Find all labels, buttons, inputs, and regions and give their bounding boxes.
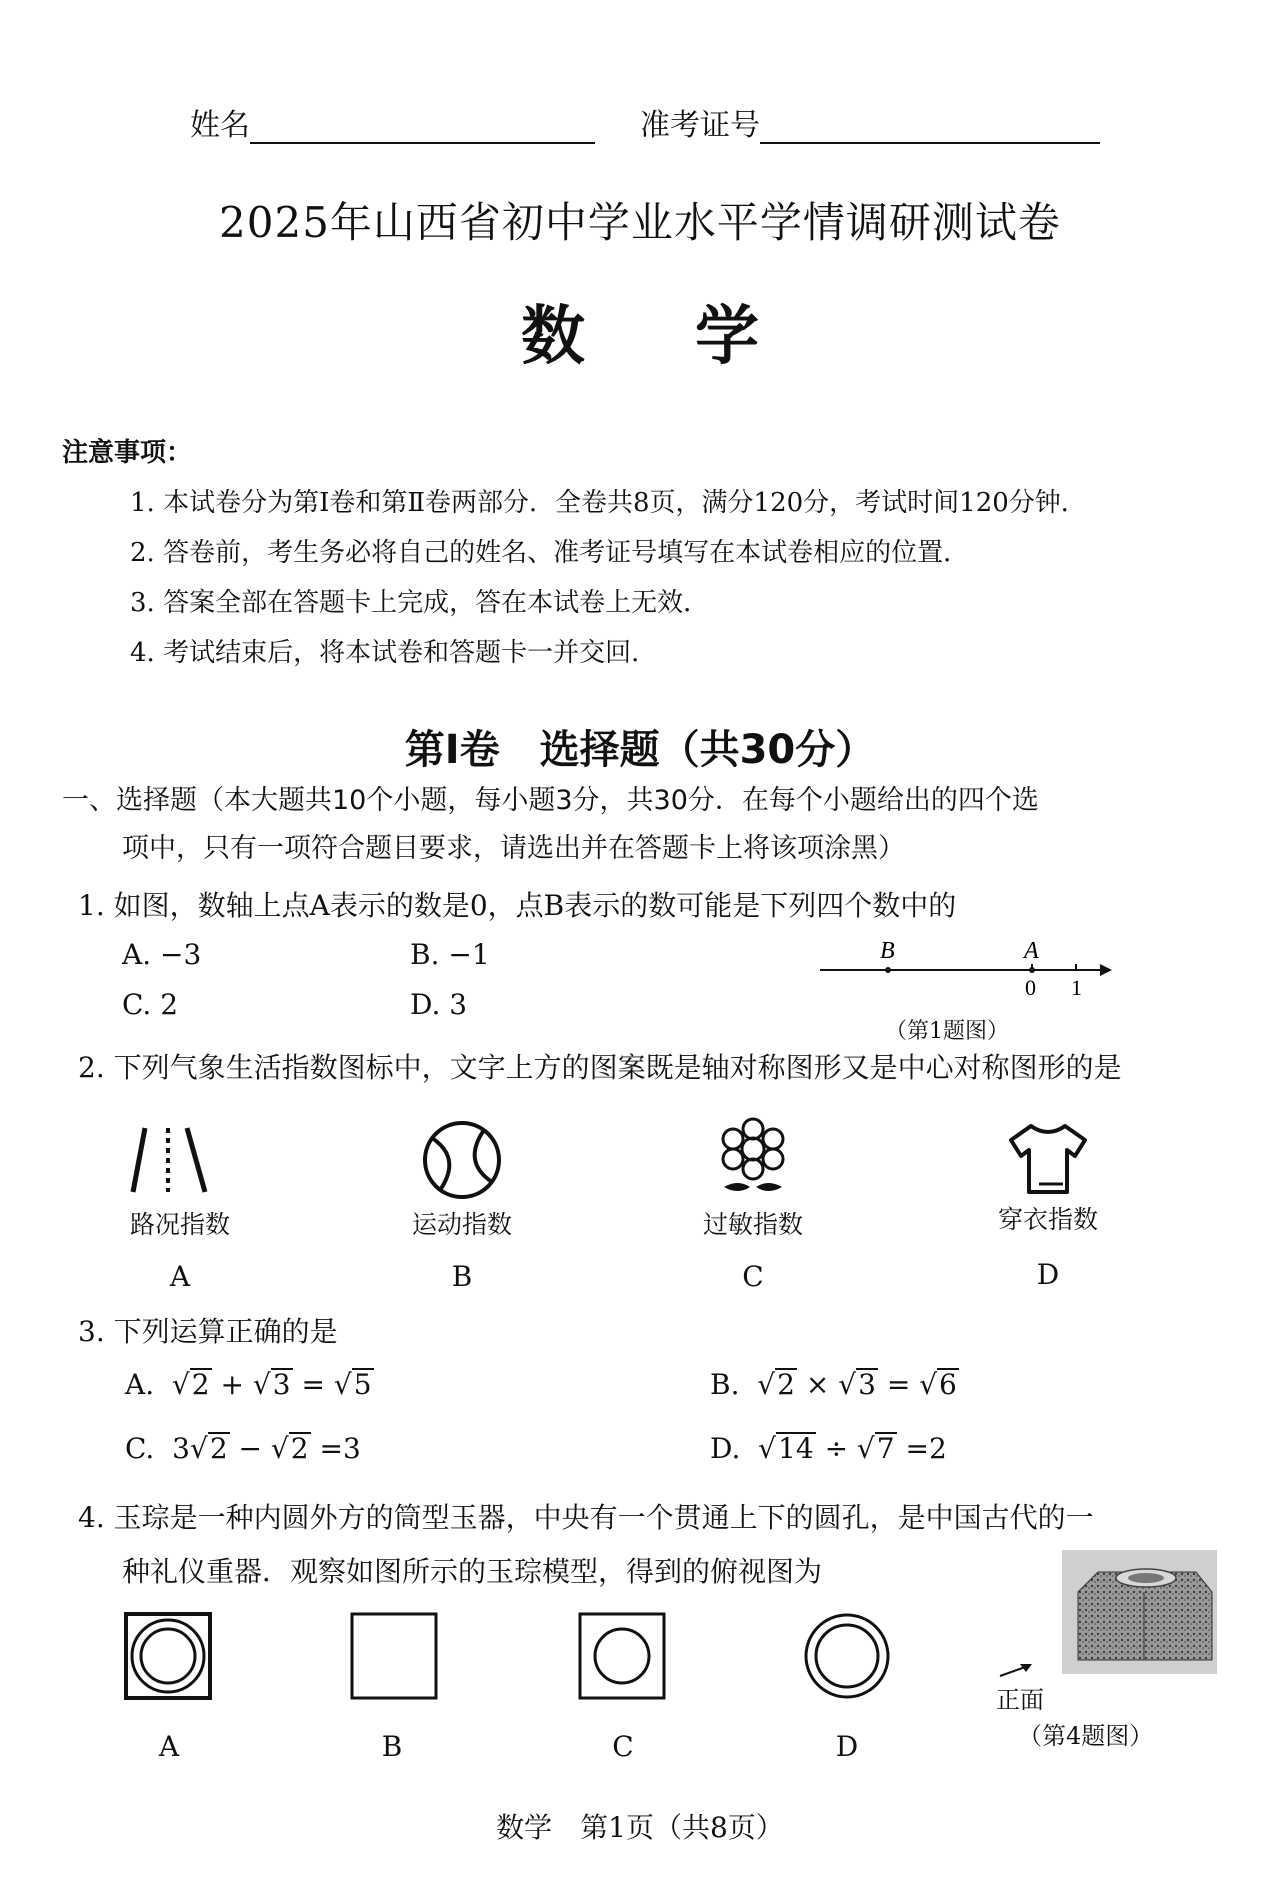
q3-a-radicand-1: 2 xyxy=(191,1368,210,1401)
notice-item-1: 1. 本试卷分为第Ⅰ卷和第Ⅱ卷两部分．全卷共8页，满分120分，考试时间120分钟． xyxy=(130,488,1087,518)
q1-option-d: D. 3 xyxy=(410,988,468,1021)
q3-d-eq: =2 xyxy=(905,1432,947,1465)
q1-option-b: B. −1 xyxy=(410,938,490,971)
icon-label-b: 运动指数 xyxy=(411,1210,512,1239)
name-field xyxy=(190,100,595,144)
q3-c-radicand-1: 2 xyxy=(209,1432,228,1465)
icon-letter-c: C xyxy=(742,1260,764,1293)
section-instruction-1: 一、选择题（本大题共10个小题，每小题3分，共30分．在每个小题给出的四个选 xyxy=(62,785,1039,816)
q4-letter-c: C xyxy=(612,1730,634,1763)
q4-letter-d: D xyxy=(835,1730,859,1763)
q3-b-radicand-3: 6 xyxy=(939,1368,957,1401)
q3-d-radicand-1: 14 xyxy=(778,1432,814,1465)
q3-d-radicand-2: 7 xyxy=(876,1432,895,1465)
notice-item-4: 4. 考试结束后，将本试卷和答题卡一并交回． xyxy=(130,638,658,668)
shirt-icon xyxy=(1005,1120,1090,1200)
jade-cong-photo-icon xyxy=(1000,1548,1220,1678)
label-point-a: A xyxy=(1024,938,1039,964)
q4-letter-a: A xyxy=(158,1730,180,1763)
q3-option-d: D. √14 ÷ √7 =2 xyxy=(710,1432,947,1465)
id-blank xyxy=(760,112,1100,144)
q1-stem: 1. 如图，数轴上点A表示的数是0，点B表示的数可能是下列四个数中的 xyxy=(78,889,957,922)
icon-label-c: 过敏指数 xyxy=(702,1210,803,1239)
q3-a-label: A. xyxy=(125,1368,155,1401)
icon-letter-d: D xyxy=(1036,1258,1060,1291)
q3-d-op: ÷ xyxy=(824,1432,849,1465)
q3-c-label: C. xyxy=(125,1432,155,1465)
id-field xyxy=(640,100,1100,144)
number-line-arrow xyxy=(1100,964,1112,976)
q3-c-eq: =3 xyxy=(319,1432,361,1465)
q3-b-radicand-1: 2 xyxy=(777,1368,795,1401)
number-line-figure xyxy=(820,940,1120,1010)
q3-c-coef: 3 xyxy=(172,1432,190,1465)
q3-b-label: B. xyxy=(710,1368,740,1401)
q3-d-label: D. xyxy=(710,1432,741,1465)
q3-a-radicand-3: 5 xyxy=(353,1368,372,1401)
icon-letter-b: B xyxy=(451,1260,473,1293)
q1-option-a: A. −3 xyxy=(122,938,202,971)
q3-b-op: × xyxy=(805,1368,830,1401)
section-title: 第Ⅰ卷 选择题（共30分） xyxy=(404,727,876,773)
subject-title: 数学 xyxy=(521,300,869,374)
section-instruction-2: 项中，只有一项符合题目要求，请选出并在答题卡上将该项涂黑） xyxy=(122,833,905,864)
id-label: 准考证号 xyxy=(640,108,760,143)
icon-label-d: 穿衣指数 xyxy=(997,1205,1098,1234)
q2-stem: 2. 下列气象生活指数图标中，文字上方的图案既是轴对称图形又是中心对称图形的是 xyxy=(78,1051,1122,1084)
q3-a-eq: = xyxy=(301,1368,325,1401)
q4-stem-2: 种礼仪重器．观察如图所示的玉琮模型，得到的俯视图为 xyxy=(122,1555,823,1588)
q3-b-radicand-2: 3 xyxy=(858,1368,876,1401)
notice-item-3: 3. 答案全部在答题卡上完成，答在本试卷上无效． xyxy=(130,588,710,618)
q4-letter-b: B xyxy=(381,1730,403,1763)
q3-b-eq: = xyxy=(886,1368,911,1401)
top-view-d-icon xyxy=(803,1612,893,1702)
page-footer: 数学 第1页（共8页） xyxy=(496,1811,784,1844)
q3-option-a: A. √2 + √3 = √5 xyxy=(125,1368,372,1401)
q3-c-radicand-2: 2 xyxy=(290,1432,309,1465)
point-b-dot xyxy=(885,967,891,973)
notice-item-2: 2. 答卷前，考生务必将自己的姓名、准考证号填写在本试卷相应的位置． xyxy=(130,538,970,568)
notice-heading: 注意事项： xyxy=(62,438,193,468)
label-tick-1: 1 xyxy=(1071,975,1082,1000)
q3-stem: 3. 下列运算正确的是 xyxy=(78,1315,338,1348)
name-label: 姓名 xyxy=(190,108,250,143)
q3-option-b: B. √2 × √3 = √6 xyxy=(710,1368,957,1401)
q3-a-radicand-2: 3 xyxy=(272,1368,291,1401)
label-point-b: B xyxy=(880,938,895,964)
q3-a-op: + xyxy=(220,1368,244,1401)
road-icon xyxy=(125,1120,215,1200)
name-blank xyxy=(250,112,595,144)
top-view-a-icon xyxy=(124,1612,214,1702)
q3-option-c: C. 3√2 − √2 =3 xyxy=(125,1432,361,1465)
q4-stem-1: 4. 玉琮是一种内圆外方的筒型玉器，中央有一个贯通上下的圆孔，是中国古代的一 xyxy=(78,1501,1094,1534)
ball-icon xyxy=(420,1118,505,1203)
q1-option-c: C. 2 xyxy=(122,988,179,1021)
q3-c-op: − xyxy=(238,1432,263,1465)
q1-caption: （第1题图） xyxy=(885,1019,1009,1044)
front-label: 正面 xyxy=(996,1686,1044,1714)
top-view-b-icon xyxy=(350,1612,440,1702)
q4-caption: （第4题图） xyxy=(1018,1722,1154,1750)
top-view-c-icon xyxy=(578,1612,668,1702)
icon-label-a: 路况指数 xyxy=(129,1210,230,1239)
icon-letter-a: A xyxy=(169,1260,191,1293)
label-tick-0: 0 xyxy=(1025,975,1036,1000)
flower-icon xyxy=(708,1115,798,1205)
exam-title: 2025年山西省初中学业水平学情调研测试卷 xyxy=(219,198,1061,247)
